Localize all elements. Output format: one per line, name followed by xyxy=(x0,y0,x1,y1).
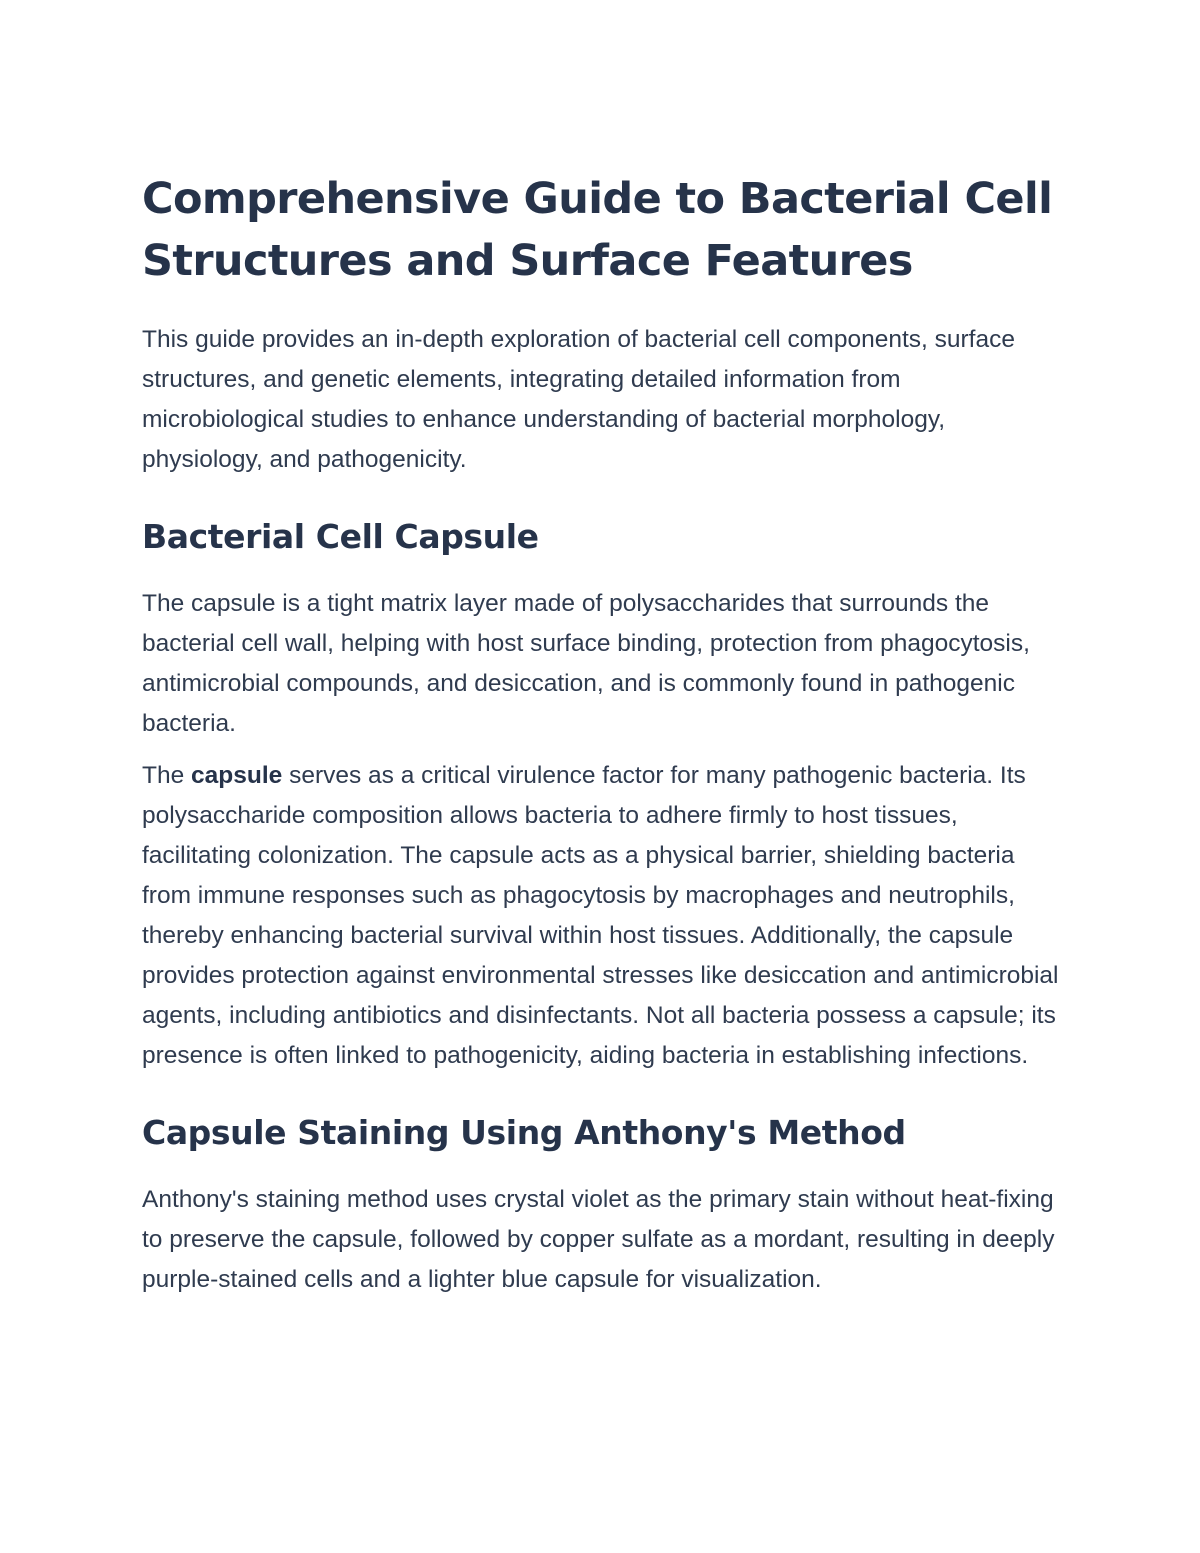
intro-paragraph: This guide provides an in-depth exploration of bacterial cell components, surface structures, and genetic elements, integrating detailed information from microbiological studies to enhance understanding of bacterial morphology, physiology, and pathogenicity. xyxy=(142,326,1015,473)
capsule-summary-paragraph: The capsule is a tight matrix layer made of polysaccharides that surrounds the bacterial cell wall, helping with host surface binding, protection from phagocytosis, antimicrobial compounds, and desiccation, and is commonly found in pathogenic bacteria. xyxy=(142,590,1030,737)
capsule-detail-paragraph xyxy=(142,756,1062,1076)
section-heading-capsule: Bacterial Cell Capsule xyxy=(142,517,539,556)
section-heading-anthony-staining: Capsule Staining Using Anthony's Method xyxy=(142,1113,906,1152)
capsule-detail-prefix: The xyxy=(142,762,192,789)
document-title: Comprehensive Guide to Bacterial Cell Structures and Surface Features xyxy=(142,174,1053,286)
capsule-detail-text: serves as a critical virulence factor for many pathogenic bacteria. Its polysaccharide composition allows bacteria to adhere firmly to host tissues, facilitating colonization. The capsule acts as a physical barrier, shielding bacteria from immune responses such as phagocytosis by macrophages and neutrophils, thereby enhancing bacterial survival within host tissues. Additionally, the capsule provides protection against environmental stresses like desiccation and antimicrobial agents, including antibiotics and disinfectants. Not all bacteria possess a capsule; its presence is often linked to pathogenicity, aiding bacteria in establishing infections. xyxy=(142,762,1059,1069)
anthony-staining-paragraph: Anthony's staining method uses crystal violet as the primary stain without heat-fixing to preserve the capsule, followed by copper sulfate as a mordant, resulting in deeply purple-stained cells and a lighter blue capsule for visualization. xyxy=(142,1186,1055,1293)
capsule-bold-term: capsule xyxy=(191,762,283,789)
document-page xyxy=(142,168,1062,1300)
